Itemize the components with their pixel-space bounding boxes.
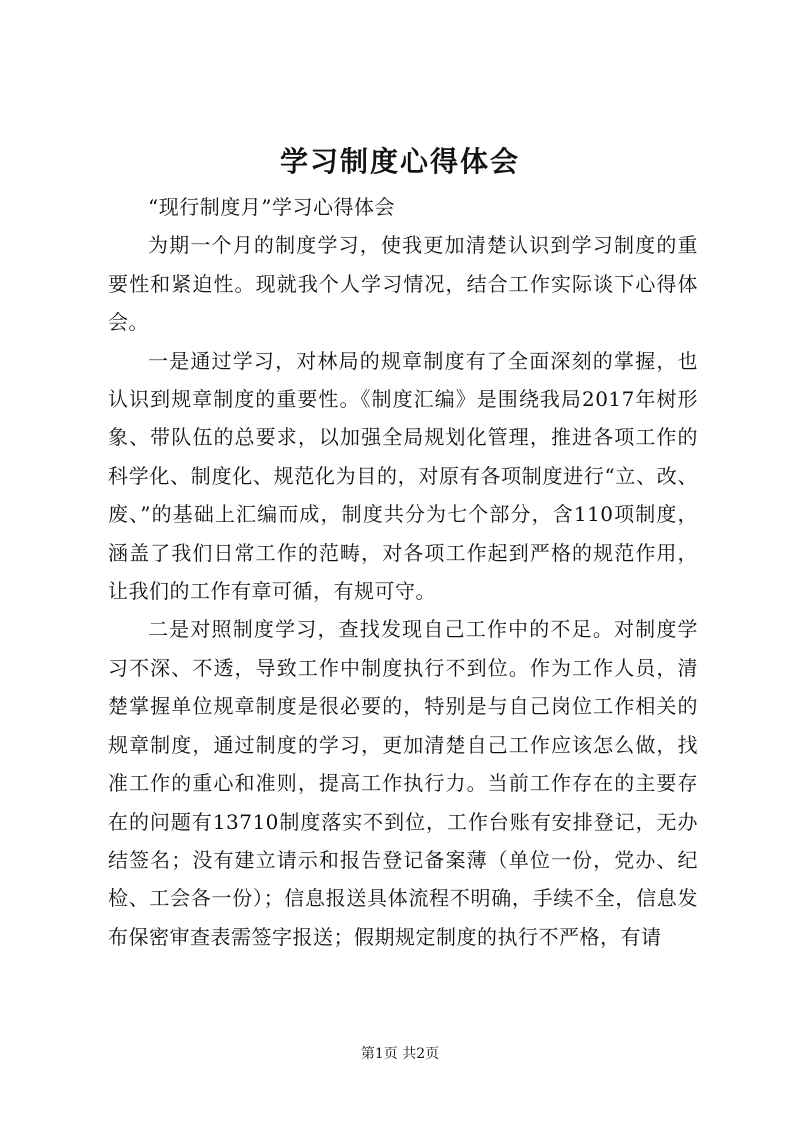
body-paragraph-one: 一是通过学习，对林局的规章制度有了全面深刻的掌握，也认识到规章制度的重要性。《制度汇编》是围绕我局2017年树形象、带队伍的总要求，以加强全局规划化管理，推进各项工作的科学化、制度化、规范化为目的，对原有各项制度进行“立、改、废、”的基础上汇编而成，制度共分为七个部分，含110项制度，涵盖了我们日常工作的范畴，对各项工作起到严格的规范作用，让我们的工作有章可循，有规可守。: [108, 348, 698, 604]
body-paragraph-two: 二是对照制度学习，查找发现自己工作中的不足。对制度学习不深、不透，导致工作中制度执行不到位。作为工作人员，清楚掌握单位规章制度是很必要的，特别是与自己岗位工作相关的规章制度，通过制度的学习，更加清楚自己工作应该怎么做，找准工作的重心和准则，提高工作执行力。当前工作存在的主要存在的问题有13710制度落实不到位，工作台账有安排登记，无办结签名；没有建立请示和报告登记备案薄（单位一份，党办、纪检、工会各一份）；信息报送具体流程不明确，手续不全，信息发布保密审查表需签字报送；假期规定制度的执行不严格，有请: [108, 617, 698, 949]
page-footer: 第1页 共2页: [360, 1046, 440, 1062]
subtitle-paragraph: “现行制度月”学习心得体会: [148, 195, 395, 219]
document-body: [108, 188, 698, 956]
intro-paragraph: 为期一个月的制度学习，使我更加清楚认识到学习制度的重要性和紧迫性。现就我个人学习情况，结合工作实际谈下心得体会。: [108, 233, 698, 335]
document-title: 学习制度心得体会: [279, 145, 520, 178]
